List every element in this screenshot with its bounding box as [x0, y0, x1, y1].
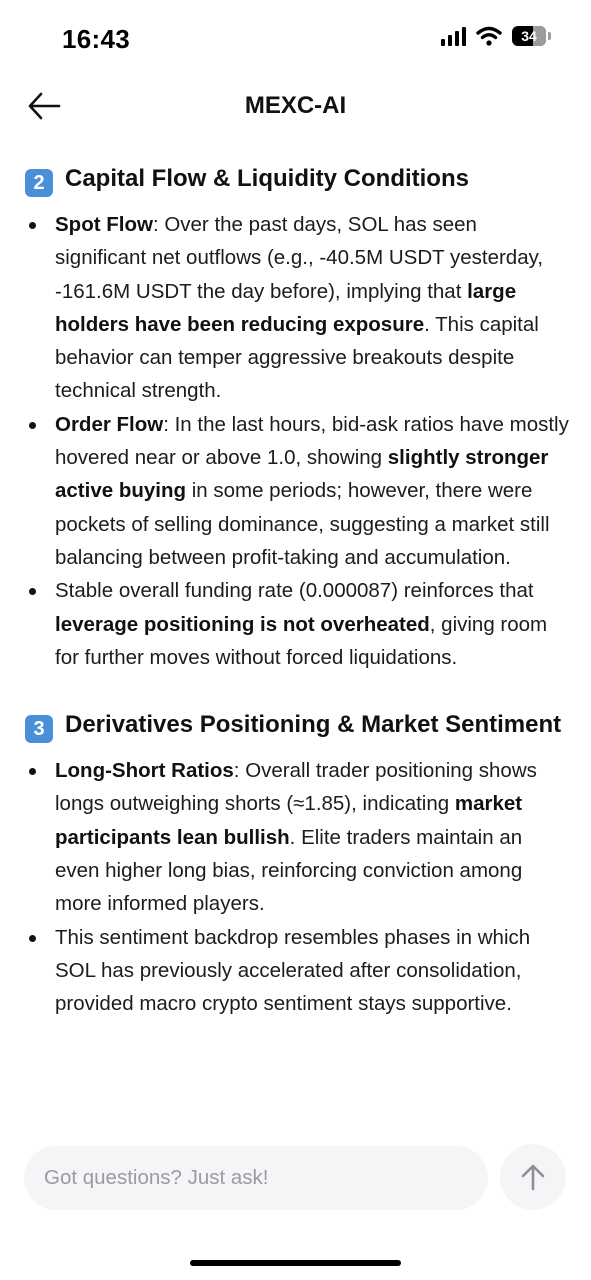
cellular-signal-icon	[441, 26, 466, 46]
bullet-emphasis: large holders have been reducing exposure	[55, 279, 517, 336]
bullet-emphasis: slightly stronger active buying	[55, 446, 549, 503]
bullet-label: Spot Flow	[55, 213, 153, 236]
chat-input[interactable]	[42, 1165, 488, 1191]
bullet-text: : Over the past days, SOL has seen significant net outflows (e.g., -40.5M USDT yesterday, -161.6M USDT the day before), implying that	[55, 213, 544, 303]
bullet-text: : In the last hours, bid-ask ratios have mostly hovered near or above 1.0, showing	[55, 412, 569, 470]
keycap-number-icon: 2	[25, 169, 53, 197]
status-time: 16:43	[62, 24, 130, 54]
bullet-text: in some periods; however, there were pockets of selling dominance, suggesting a market still balancing between profit-taking and accumulation.	[55, 479, 550, 569]
section-title: Capital Flow & Liquidity Conditions	[65, 165, 469, 192]
section-heading	[25, 160, 570, 198]
bullet-label: Long-Short Ratios	[55, 759, 234, 783]
bullet-emphasis: market participants lean bullish	[55, 792, 523, 849]
bullet-text: This sentiment backdrop resembles phases in which SOL has previously accelerated after consolidation, provided macro crypto sentiment stays supportive.	[55, 925, 531, 1016]
bullet-text: , giving room for further moves without forced liquidations.	[55, 612, 548, 669]
bullet-text: : Overall trader positioning shows longs outweighing shorts (≈1.85), indicating	[55, 759, 537, 816]
chat-message	[25, 160, 570, 1021]
section-title: Derivatives Positioning & Market Sentiment	[65, 711, 562, 739]
wifi-icon	[476, 26, 502, 46]
section-heading	[25, 706, 570, 744]
keycap-number-icon: 3	[25, 715, 53, 743]
home-indicator	[190, 1260, 401, 1266]
list-item	[25, 921, 570, 1021]
list-item	[25, 408, 570, 574]
list-item	[25, 208, 570, 408]
bullet-list	[25, 754, 570, 1020]
status-icons	[441, 26, 551, 46]
send-button[interactable]	[500, 1144, 566, 1210]
battery-level: 34	[521, 28, 537, 44]
bullet-emphasis: leverage positioning is not overheated	[55, 612, 430, 636]
page-title: MEXC-AI	[244, 92, 347, 119]
bullet-list	[25, 208, 570, 674]
battery-tip	[548, 32, 551, 40]
arrow-up-icon	[520, 1163, 546, 1191]
list-item	[25, 754, 570, 920]
bullet-text: Stable overall funding rate (0.000087) reinforces that	[55, 579, 534, 603]
chat-input-container[interactable]	[24, 1146, 488, 1210]
battery-icon	[512, 26, 546, 46]
bullet-label: Order Flow	[55, 412, 164, 436]
list-item	[25, 574, 570, 674]
header	[0, 80, 591, 132]
status-bar	[0, 0, 591, 80]
bullet-text: . This capital behavior can temper aggressive breakouts despite technical strength.	[55, 312, 539, 403]
bullet-text: . Elite traders maintain an even higher long bias, reinforcing conviction among more informed players.	[55, 825, 523, 916]
